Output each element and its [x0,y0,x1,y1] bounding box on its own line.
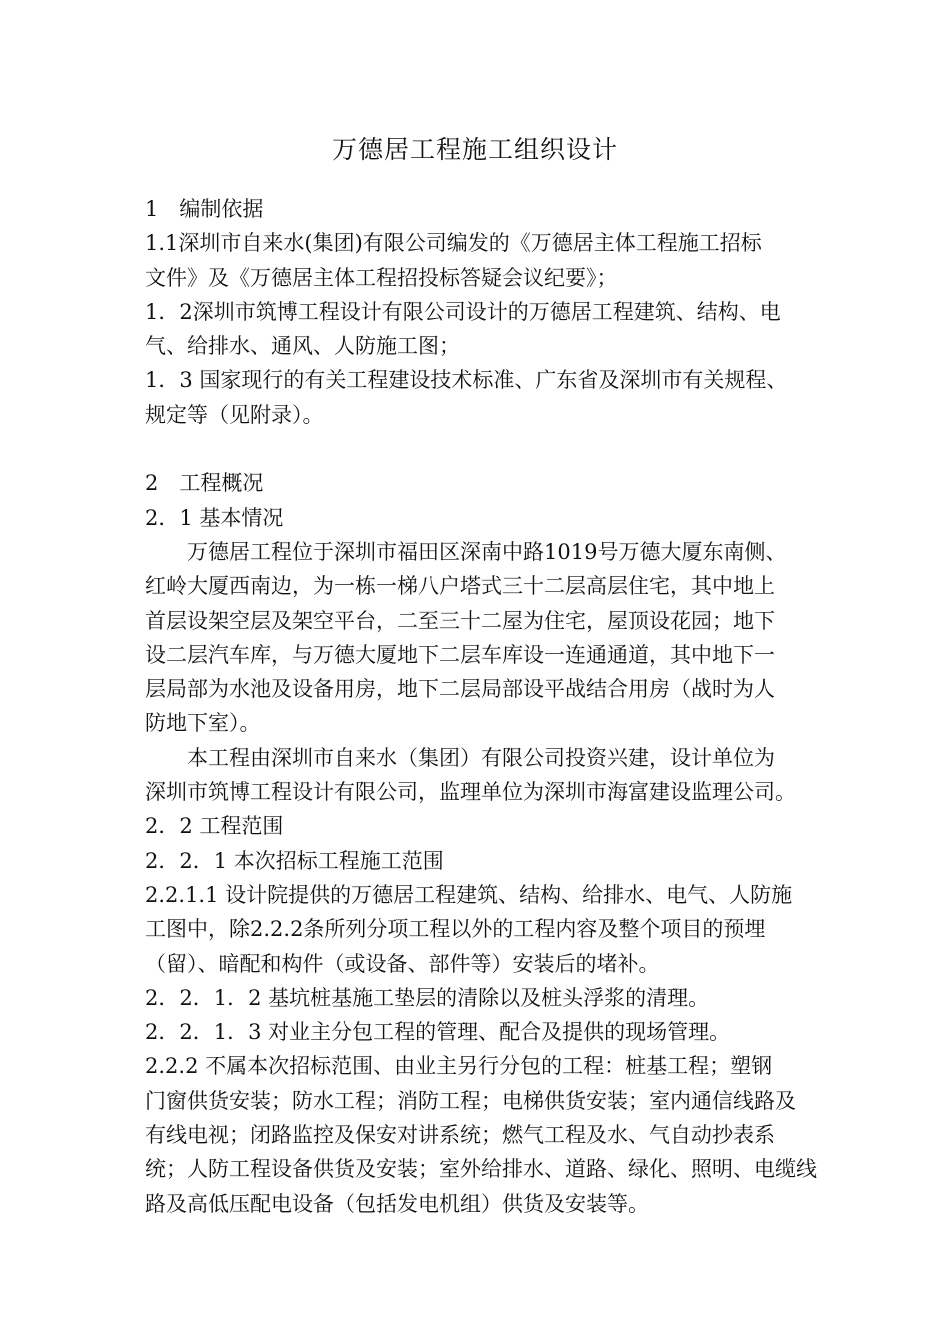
paragraph-line: 路及高低压配电设备（包括发电机组）供货及安装等。 [145,1191,649,1216]
section-heading-2: 2 工程概况 [145,471,264,496]
subsection-heading: 2．2．1 本次招标工程施工范围 [145,848,444,873]
paragraph-line: 设二层汽车库，与万德大厦地下二层车库设一连通通道，其中地下一 [145,642,775,667]
paragraph-line: 工图中，除2.2.2条所列分项工程以外的工程内容及整个项目的预埋 [145,917,766,942]
subsection-heading: 2．2 工程范围 [145,814,284,839]
paragraph-line: 深圳市筑博工程设计有限公司，监理单位为深圳市海富建设监理公司。 [145,780,796,805]
paragraph-line: 有线电视；闭路监控及保安对讲系统；燃气工程及水、气自动抄表系 [145,1123,775,1148]
document-body [145,192,825,1221]
paragraph-line: 2．2．1．3 对业主分包工程的管理、配合及提供的现场管理。 [145,1020,731,1045]
paragraph-line: 门窗供货安装；防水工程；消防工程；电梯供货安装；室内通信线路及 [145,1088,796,1113]
paragraph-line: 1．3 国家现行的有关工程建设技术标准、广东省及深圳市有关规程、 [145,368,788,393]
paragraph-line: 1.1深圳市自来水(集团)有限公司编发的《万德居主体工程施工招标 [145,231,762,256]
paragraph-line: 统；人防工程设备供货及安装；室外给排水、道路、绿化、照明、电缆线 [145,1157,817,1182]
document-title: 万德居工程施工组织设计 [331,135,618,164]
paragraph-line: 气、给排水、通风、人防施工图； [145,334,460,359]
paragraph-line: 防地下室）。 [145,711,261,736]
paragraph-line: 红岭大厦西南边，为一栋一梯八户塔式三十二层高层住宅，其中地上 [145,574,775,599]
blank-line [145,432,825,466]
paragraph-line: 文件》及《万德居主体工程招投标答疑会议纪要》； [145,265,618,290]
paragraph-line: 层局部为水池及设备用房，地下二层局部设平战结合用房（战时为人 [145,677,775,702]
paragraph-line: 2．2．1．2 基坑桩基施工垫层的清除以及桩头浮浆的清理。 [145,985,710,1010]
paragraph-line: 规定等（见附录）。 [145,402,324,427]
paragraph-line: 2.2.2 不属本次招标范围、由业主另行分包的工程：桩基工程；塑钢 [145,1054,773,1079]
paragraph-line: 首层设架空层及架空平台，二至三十二屋为住宅，屋顶设花园；地下 [145,608,775,633]
paragraph-line: 2.2.1.1 设计院提供的万德居工程建筑、结构、给排水、电气、人防施 [145,882,793,907]
paragraph-line: 万德居工程位于深圳市福田区深南中路1019号万德大厦东南侧、 [187,539,787,564]
paragraph-line: 1．2深圳市筑博工程设计有限公司设计的万德居工程建筑、结构、电 [145,299,781,324]
paragraph-line: （留）、暗配和构件（或设备、部件等）安装后的堵补。 [145,951,660,976]
section-heading-1: 1 编制依据 [145,197,264,221]
subsection-heading: 2．1 基本情况 [145,505,284,530]
paragraph-line: 本工程由深圳市自来水（集团）有限公司投资兴建，设计单位为 [187,745,775,770]
